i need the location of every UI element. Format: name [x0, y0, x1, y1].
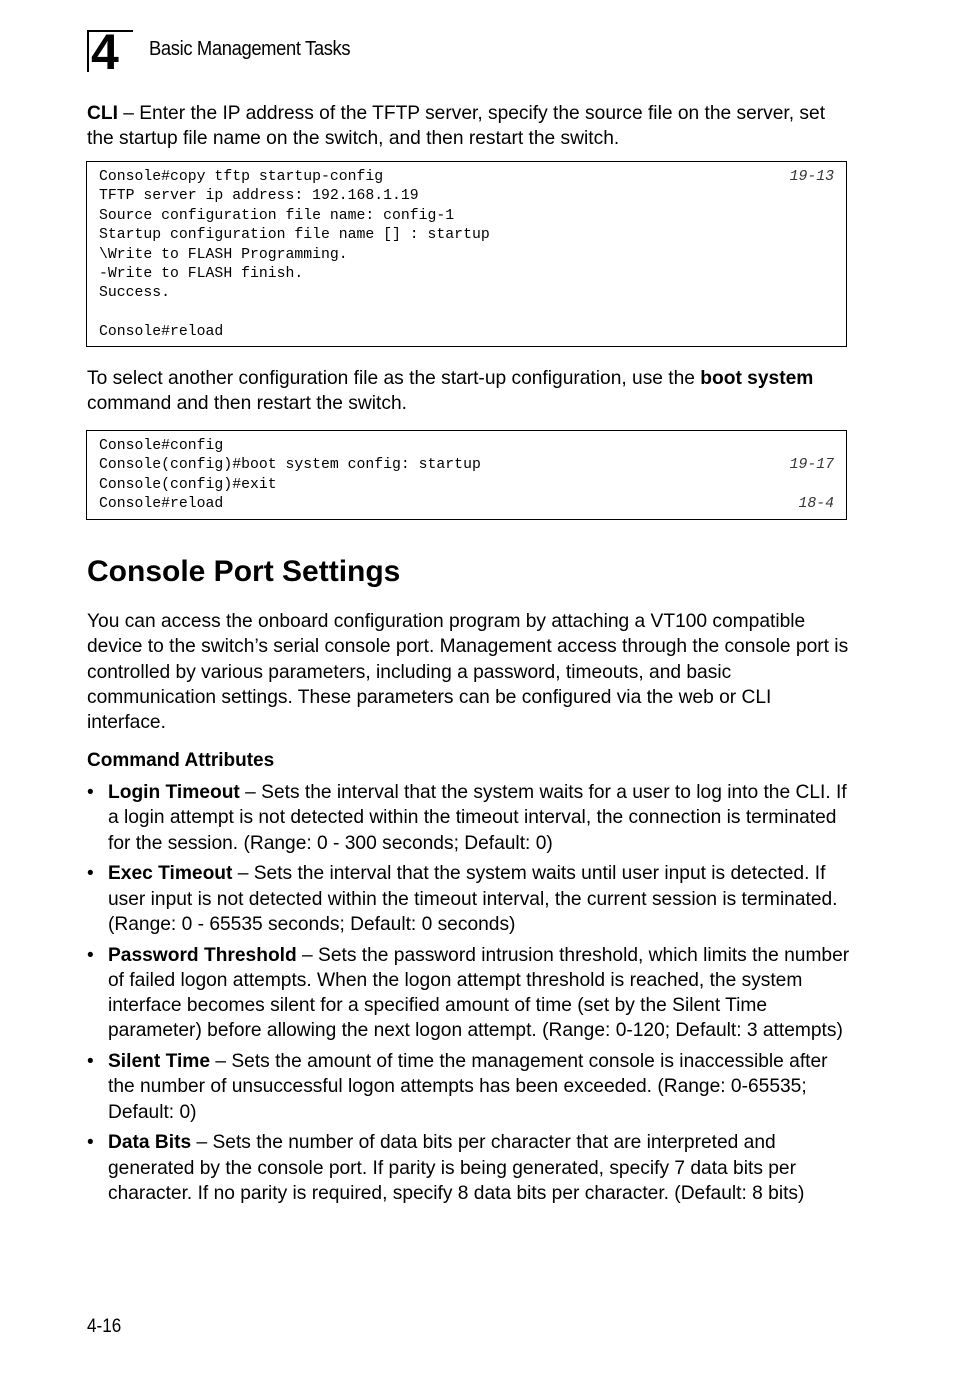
list-item-exec-timeout: • Exec Timeout – Sets the interval that the system waits until user input is detected. If user input is not detected within the timeout interval, the current session is terminated. (Range: 0 - 65535 seconds; Default: 0 seconds) — [87, 863, 838, 935]
cli-label: CLI — [87, 103, 118, 124]
bullet: • — [87, 1051, 94, 1073]
boot-system-command: boot system — [700, 368, 814, 389]
list-item-login-timeout: • Login Timeout – Sets the interval that the system waits for a user to log into the CLI. If a login attempt is not detected within the timeout interval, the connection is terminated for the session. (Range: 0 - 300 seconds; Default: 0) — [87, 782, 847, 854]
code-ref: 18-4 — [798, 496, 834, 513]
boot-system-paragraph: To select another configuration file as the start-up configuration, use the boot system command and then restart the switch. — [87, 368, 814, 415]
command-attributes-heading: Command Attributes — [87, 750, 275, 771]
code-line: Startup configuration file name [] : startup — [99, 227, 490, 244]
page-number: 4-16 — [87, 1316, 122, 1337]
code-line: Source configuration file name: config-1 — [99, 207, 455, 224]
code-block-tftp — [86, 161, 847, 347]
section-title: Console Port Settings — [87, 555, 401, 588]
page-header — [87, 24, 387, 80]
code-line: Console(config)#exit — [99, 476, 277, 493]
code-line — [99, 304, 834, 323]
code-line: TFTP server ip address: 192.168.1.19 — [99, 188, 419, 205]
chapter-number-box — [87, 24, 133, 80]
code-line: Console#copy tftp startup-config 19-13 — [99, 168, 834, 187]
cli-intro-text: – Enter the IP address of the TFTP server, specify the source file on the server, set the startup file name on the switch, and then restart the switch. — [87, 103, 826, 150]
code-line: Success. — [99, 285, 171, 302]
list-item-silent-time: • Silent Time – Sets the amount of time the management console is inaccessible after the number of unsuccessful logon attempts has been exceeded. (Range: 0-65535; Default: 0) — [87, 1051, 828, 1123]
section-intro-paragraph: You can access the onboard configuration program by attaching a VT100 compatible device to the switch’s serial console port. Management access through the console port is controlled by various parameters, including a password, timeouts, and basic communication settings. These parameters can be configured via the web or CLI interface. — [87, 611, 849, 734]
code-ref: 19-17 — [789, 457, 834, 474]
bullet: • — [87, 1132, 94, 1154]
cli-intro-paragraph — [87, 101, 852, 152]
code-line: Console#reload 18-4 — [99, 495, 834, 514]
code-line: Console#config — [99, 438, 224, 454]
code-line: Console(config)#boot system config: startup 19-17 — [99, 456, 834, 475]
list-item-data-bits: • Data Bits – Sets the number of data bits per character that are interpreted and generated by the console port. If parity is being generated, specify 7 data bits per character. If no parity is required, specify 8 data bits per character. (Default: 8 bits) — [87, 1132, 805, 1205]
code-block-boot-system — [86, 430, 847, 520]
bullet: • — [87, 944, 94, 966]
running-header-title: Basic Management Tasks — [149, 38, 351, 60]
code-ref: 19-13 — [789, 169, 834, 185]
chapter-number: 4 — [91, 24, 119, 80]
code-line: -Write to FLASH finish. — [99, 265, 304, 282]
bullet: • — [87, 863, 94, 885]
bullet: • — [87, 782, 94, 803]
list-item-password-threshold: • Password Threshold – Sets the password intrusion threshold, which limits the number of failed logon attempts. When the logon attempt threshold is reached, the system interface becomes silent for a specified amount of time (set by the Silent Time parameter) before allowing the next logon attempt. (Range: 0-120; Default: 3 attempts) — [87, 944, 850, 1042]
code-line: \Write to FLASH Programming. — [99, 246, 348, 263]
code-line: Console#reload — [99, 324, 224, 341]
command-attributes-list — [87, 780, 852, 1212]
